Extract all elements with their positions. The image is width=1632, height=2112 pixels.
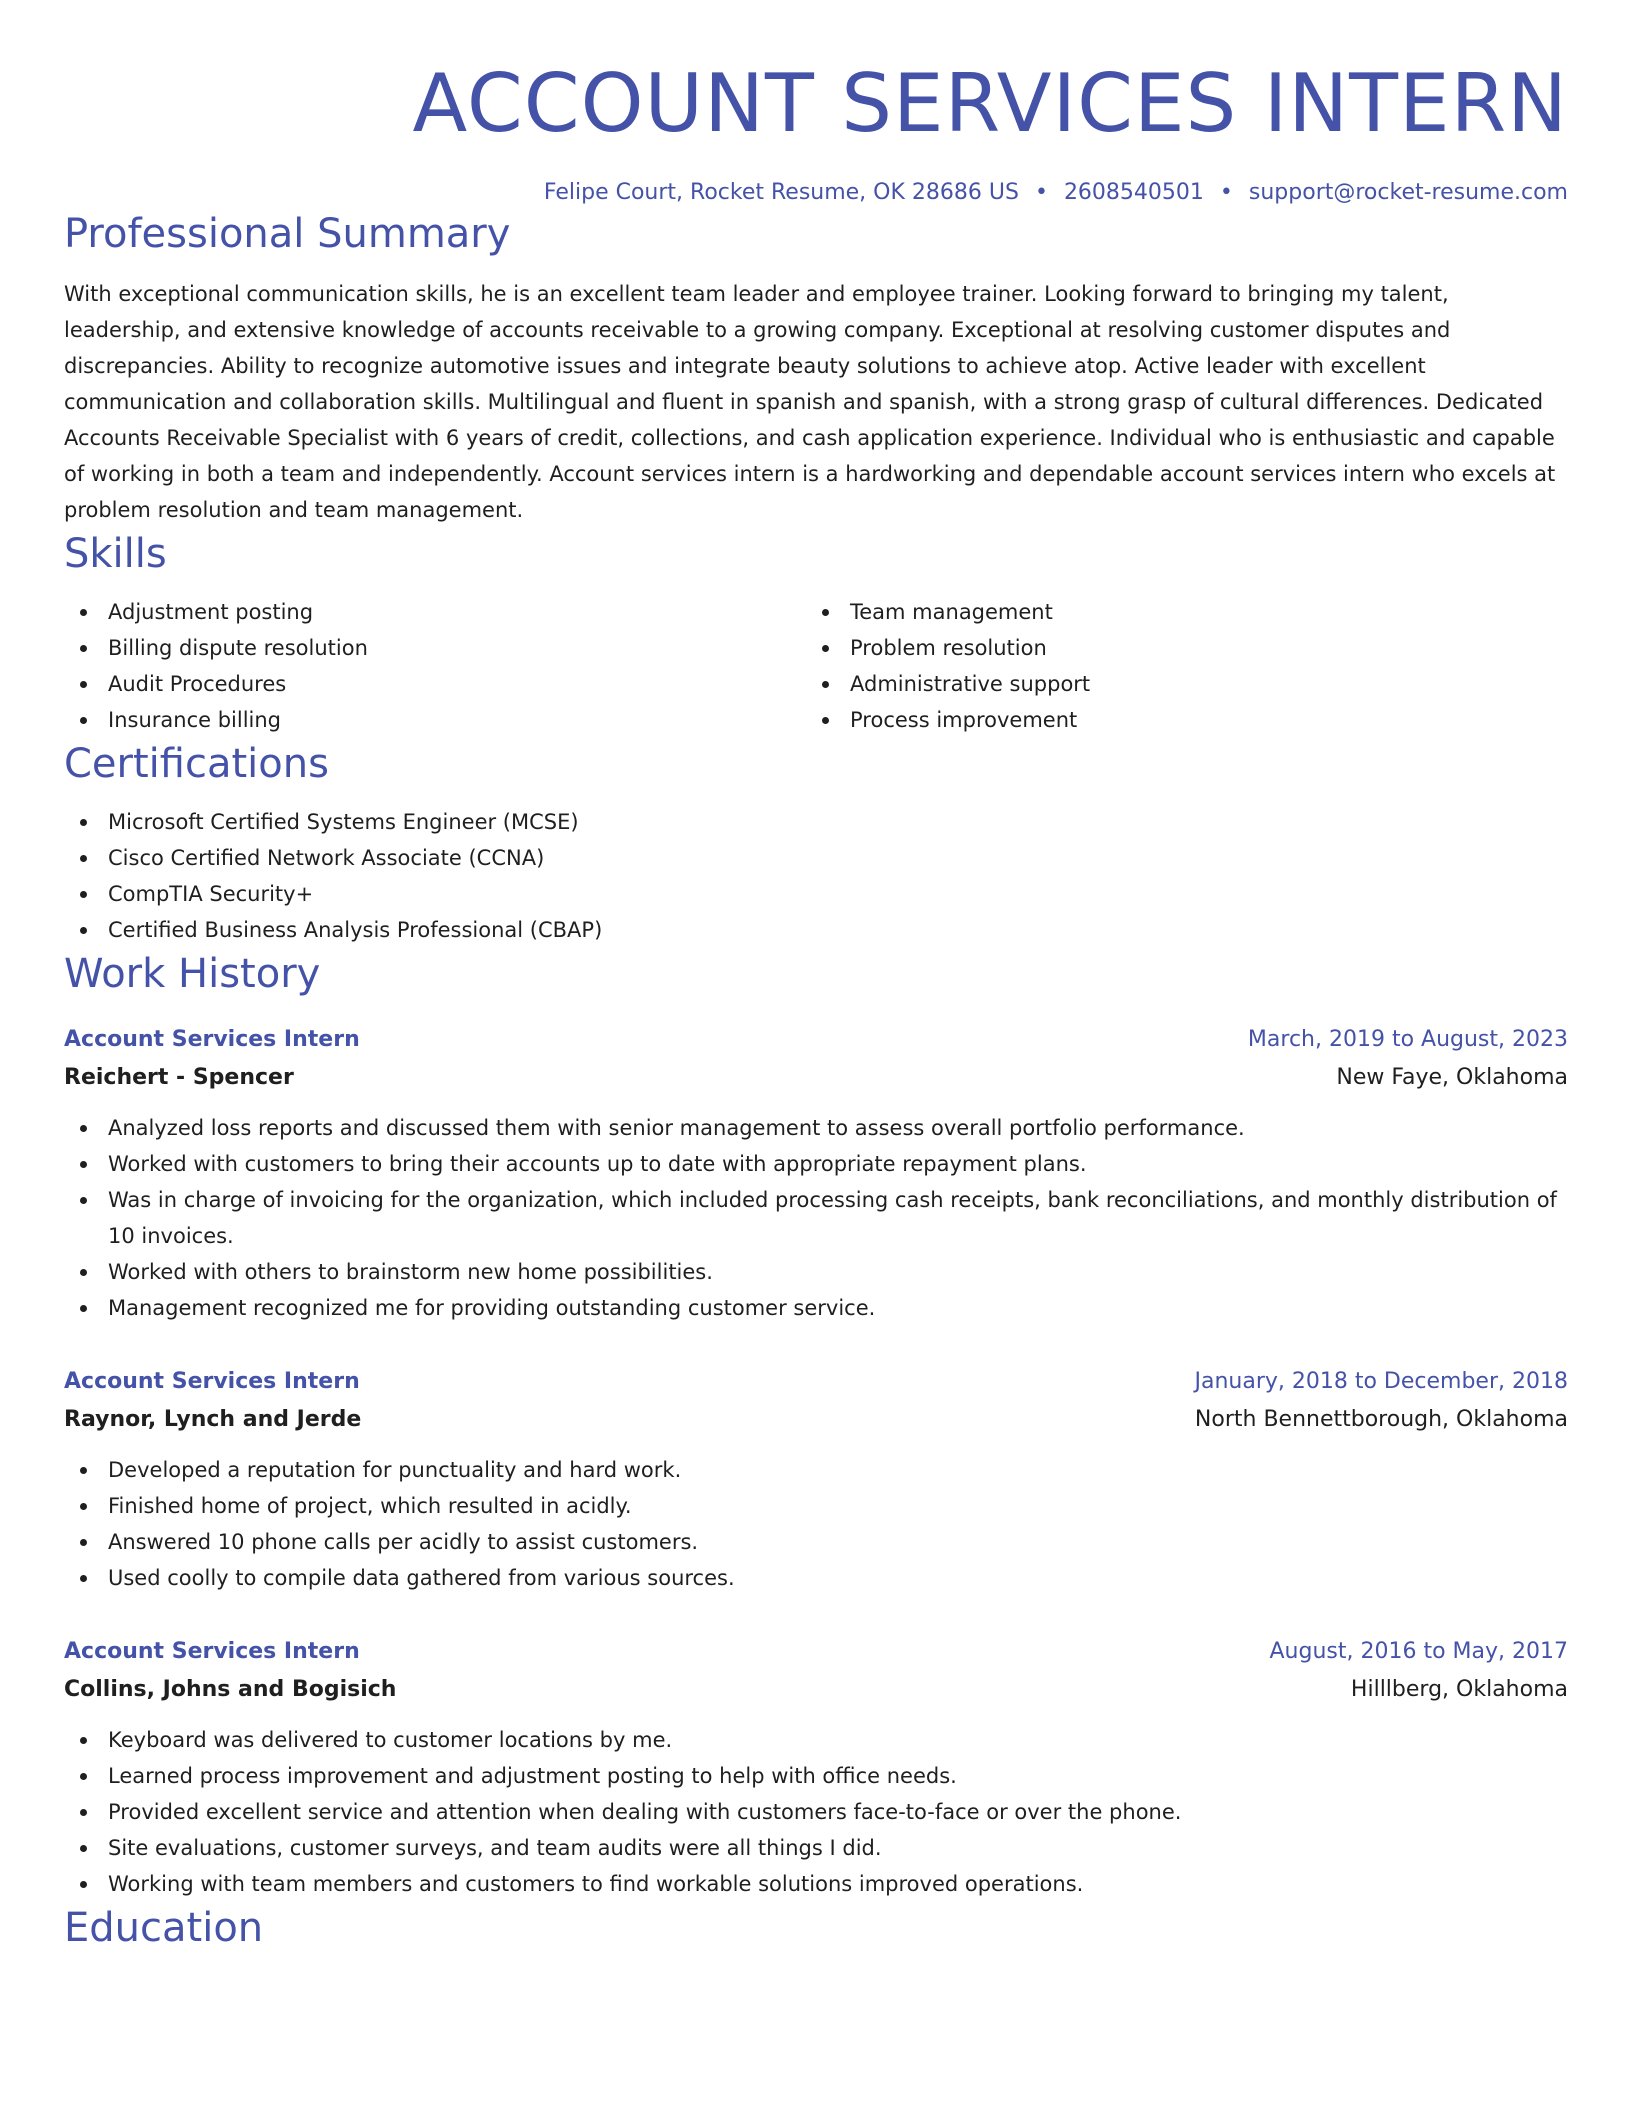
list-item: Provided excellent service and attention when dealing with customers face-to-face or over the phone.: [64, 1794, 1568, 1830]
list-item: CompTIA Security+: [64, 876, 1568, 912]
contact-address: Felipe Court, Rocket Resume, OK 28686 US: [543, 180, 1019, 205]
list-item: Audit Procedures: [64, 666, 806, 702]
contact-email[interactable]: support@rocket-resume.com: [1248, 180, 1568, 205]
job-company: Reichert - Spencer: [64, 1065, 294, 1090]
list-item: Worked with customers to bring their accounts up to date with appropriate repayment plans.: [64, 1146, 1568, 1182]
list-item: Keyboard was delivered to customer locations by me.: [64, 1722, 1568, 1758]
resume-title: ACCOUNT SERVICES INTERN: [412, 57, 1568, 150]
job-entry: [64, 1022, 1568, 1326]
summary-heading: Professional Summary: [64, 211, 511, 257]
job-company-row: [64, 1400, 1568, 1440]
job-bullets: [64, 1722, 1568, 1902]
job-bullets: [64, 1110, 1568, 1326]
list-item: Worked with others to brainstorm new home possibilities.: [64, 1254, 1568, 1290]
job-entry: [64, 1364, 1568, 1596]
list-item: Answered 10 phone calls per acidly to assist customers.: [64, 1524, 1568, 1560]
summary-text: With exceptional communication skills, he is an excellent team leader and employee trainer. Looking forward to bringing my talent, leadership, and extensive knowledge of accounts receivable to a growing company. Exceptional at resolving customer disputes and discrepancies. Ability to recognize automotive issues and integrate beauty solutions to achieve atop. Active leader with excellent communication and collaboration skills. Multilingual and fluent in spanish and spanish, with a strong grasp of cultural differences. Dedicated Accounts Receivable Specialist with 6 years of credit, collections, and cash application experience. Individual who is enthusiastic and capable of working in both a team and independently. Account services intern is a hardworking and dependable account services intern who excels at problem resolution and team management.: [64, 282, 1556, 522]
skills-list-left: [64, 594, 806, 738]
job-bullets: [64, 1452, 1568, 1596]
list-item: Analyzed loss reports and discussed them with senior management to assess overall portfolio performance.: [64, 1110, 1568, 1146]
list-item: Was in charge of invoicing for the organization, which included processing cash receipts, bank reconciliations, and monthly distribution of 10 invoices.: [64, 1182, 1568, 1254]
list-item: Team management: [806, 594, 1548, 630]
contact-separator: •: [1219, 180, 1233, 205]
job-dates: January, 2018 to December, 2018: [1194, 1369, 1568, 1394]
job-location: North Bennettborough, Oklahoma: [1194, 1407, 1568, 1432]
skills-list-right: [806, 594, 1548, 738]
job-header-row: [64, 1634, 1568, 1670]
job-company-row: [64, 1058, 1568, 1098]
contact-line: [64, 178, 1568, 208]
list-item: Cisco Certified Network Associate (CCNA): [64, 840, 1568, 876]
list-item: Working with team members and customers to find workable solutions improved operations.: [64, 1866, 1568, 1902]
job-location: New Faye, Oklahoma: [1336, 1065, 1568, 1090]
list-item: Learned process improvement and adjustment posting to help with office needs.: [64, 1758, 1568, 1794]
list-item: Adjustment posting: [64, 594, 806, 630]
certifications-list: [64, 804, 1568, 948]
job-dates: August, 2016 to May, 2017: [1269, 1639, 1568, 1664]
list-item: Management recognized me for providing outstanding customer service.: [64, 1290, 1568, 1326]
list-item: Billing dispute resolution: [64, 630, 806, 666]
certifications-heading: Certifications: [64, 741, 329, 787]
job-title: Account Services Intern: [64, 1639, 360, 1664]
list-item: Used coolly to compile data gathered from various sources.: [64, 1560, 1568, 1596]
list-item: Site evaluations, customer surveys, and team audits were all things I did.: [64, 1830, 1568, 1866]
list-item: Developed a reputation for punctuality and hard work.: [64, 1452, 1568, 1488]
job-title: Account Services Intern: [64, 1369, 360, 1394]
skills-columns: [64, 594, 1568, 738]
contact-separator: •: [1034, 180, 1048, 205]
list-item: Problem resolution: [806, 630, 1548, 666]
job-location: Hilllberg, Oklahoma: [1350, 1677, 1568, 1702]
contact-phone: 2608540501: [1063, 180, 1204, 205]
job-company: Collins, Johns and Bogisich: [64, 1677, 397, 1702]
job-title: Account Services Intern: [64, 1027, 360, 1052]
work-history-heading: Work History: [64, 951, 321, 997]
skills-heading: Skills: [64, 531, 167, 577]
job-company-row: [64, 1670, 1568, 1710]
list-item: Microsoft Certified Systems Engineer (MCSE): [64, 804, 1568, 840]
job-header-row: [64, 1364, 1568, 1400]
list-item: Insurance billing: [64, 702, 806, 738]
list-item: Process improvement: [806, 702, 1548, 738]
job-header-row: [64, 1022, 1568, 1058]
education-heading: Education: [64, 1905, 264, 1951]
list-item: Certified Business Analysis Professional (CBAP): [64, 912, 1568, 948]
list-item: Administrative support: [806, 666, 1548, 702]
job-dates: March, 2019 to August, 2023: [1247, 1027, 1568, 1052]
job-company: Raynor, Lynch and Jerde: [64, 1407, 362, 1432]
job-entry: [64, 1634, 1568, 1902]
list-item: Finished home of project, which resulted in acidly.: [64, 1488, 1568, 1524]
